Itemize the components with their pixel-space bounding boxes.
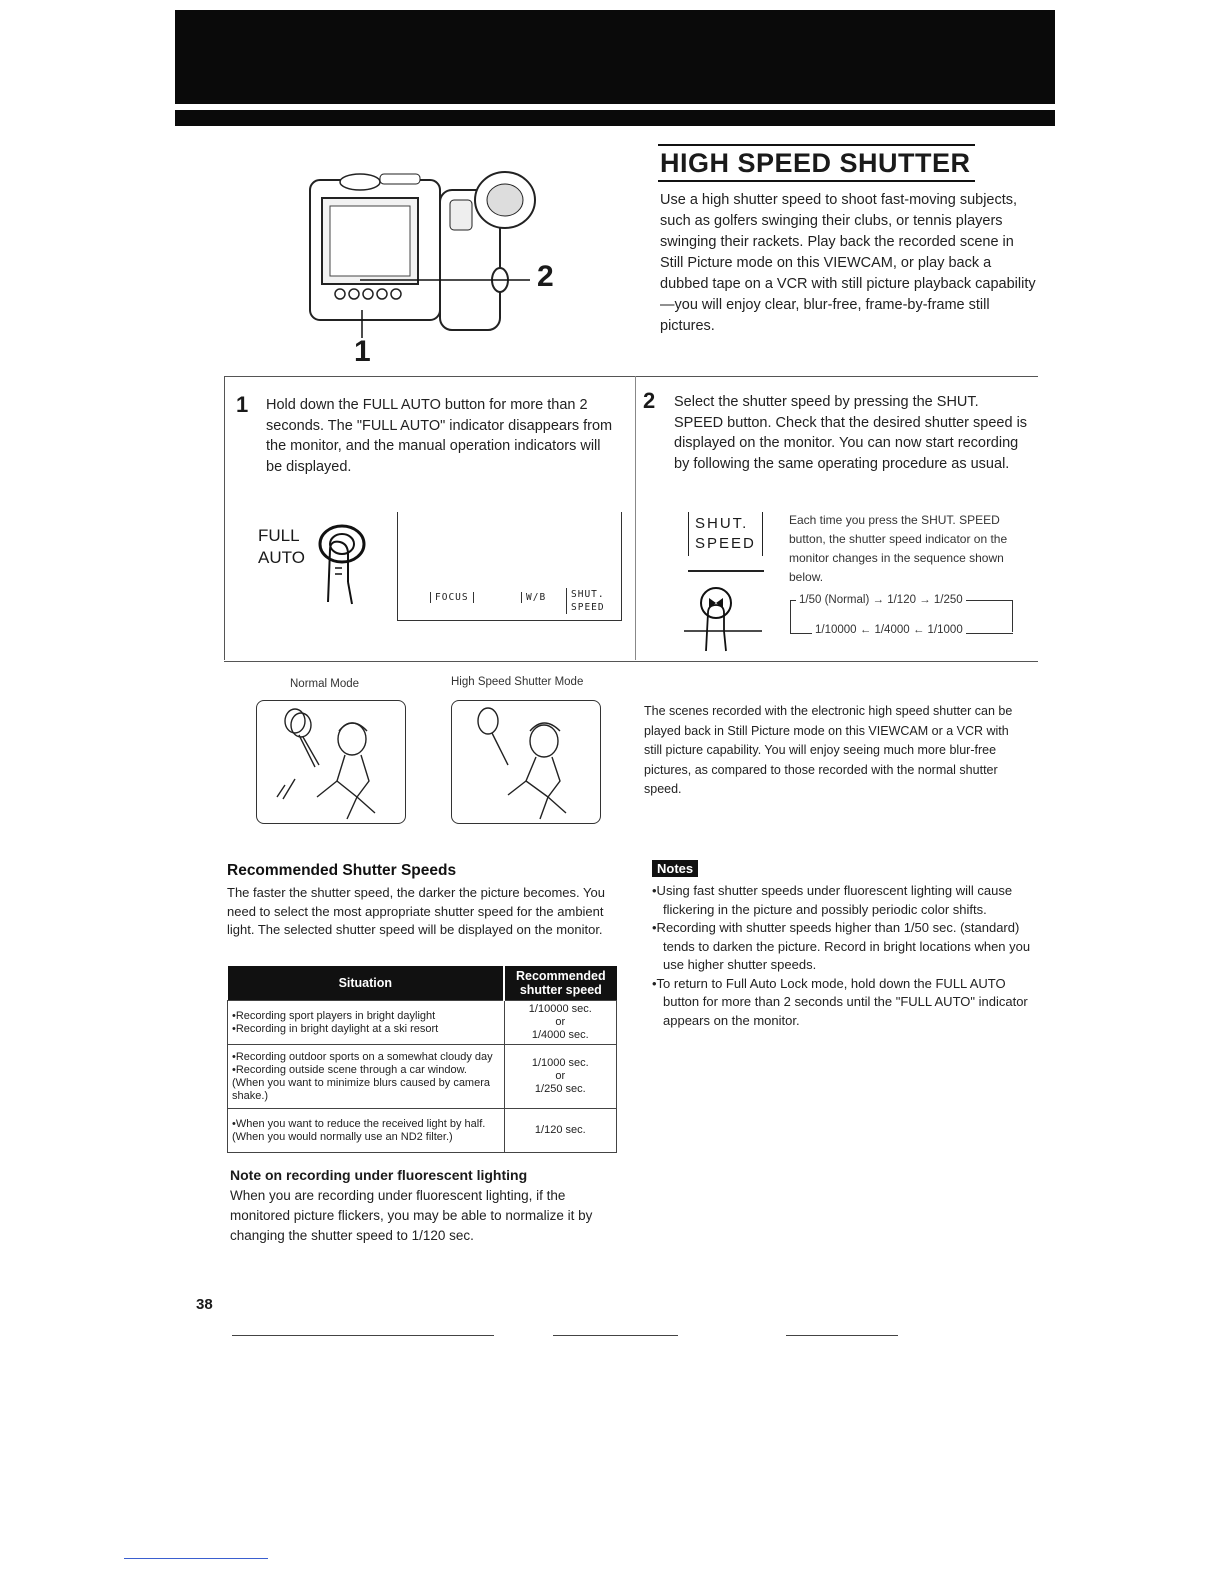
wb-indicator: W/B [521, 592, 550, 603]
blurred-tennis-player-icon [257, 701, 405, 823]
shut-speed-press-icon [676, 585, 766, 655]
situation-cell [228, 1045, 505, 1109]
col-speed [504, 966, 616, 1001]
note-item: •To return to Full Auto Lock mode, hold down the FULL AUTO button for more than 2 seconds until the "FULL AUTO" indicator appears on the monitor. [652, 975, 1028, 1028]
situation-line: •Recording outside scene through a car window. (When you want to minimize blurs caused by camera shake.) [232, 1063, 490, 1102]
speed-cell [504, 1045, 616, 1109]
shutter-speed-table [227, 966, 617, 1153]
header-rule [175, 110, 1055, 126]
shut-speed-indicator [566, 588, 609, 614]
speed-step-2: 1/120 [887, 594, 916, 606]
normal-mode-picture [256, 700, 406, 824]
sharp-tennis-player-icon [452, 701, 600, 823]
bottom-rule [786, 1335, 898, 1336]
shut-indicator-line2: SPEED [571, 602, 605, 613]
speed-step-3: 1/250 [933, 594, 963, 606]
intro-paragraph: Use a high shutter speed to shoot fast-moving subjects, such as golfers swinging their clubs, or tennis players swinging their rackets. Play back the recorded scene in Still Picture mode on this VIEWCAM, or play back a dubbed tape on a VCR with still picture playback capability—you will enjoy clear, blur-free, frame-by-frame still pictures. [660, 192, 1036, 334]
label-underline [688, 570, 764, 572]
sequence-bottom-row: 1/10000 ← 1/4000 ← 1/1000 [812, 624, 966, 636]
table-row [228, 1001, 617, 1045]
shut-indicator-line1: SHUT. [571, 589, 605, 600]
situation-cell [228, 1001, 505, 1045]
table-row [228, 1045, 617, 1109]
situation-cell [228, 1109, 505, 1153]
recommended-heading: Recommended Shutter Speeds [227, 862, 457, 879]
footer-rule [124, 1558, 268, 1559]
note-item: •Using fast shutter speeds under fluorescent lighting will cause flickering in the picture and possibly periodic color shifts. [652, 883, 1013, 917]
sequence-loop-right [1012, 600, 1013, 632]
situation-line: •Recording sport players in bright daylight [232, 1009, 436, 1022]
notes-list [652, 882, 1037, 1030]
header-bar [175, 10, 1055, 104]
normal-mode-caption: Normal Mode [290, 678, 360, 690]
notes-badge: Notes [652, 860, 698, 877]
shut-speed-button-label [688, 512, 763, 556]
finger-press-icon [302, 520, 372, 610]
speed-value: 1/4000 sec. [531, 1029, 589, 1041]
full-auto-label-line1: FULL [258, 526, 300, 545]
note-item: •Recording with shutter speeds higher than 1/50 sec. (standard) tends to darken the picture. Record in bright locations when you use higher shutter speeds. [652, 920, 1031, 972]
speed-value: 1/1000 sec. [531, 1057, 589, 1069]
or-label: or [555, 1070, 566, 1082]
page-number: 38 [196, 1296, 213, 1313]
callout-2: 2 [537, 260, 554, 293]
focus-indicator: FOCUS [430, 592, 474, 603]
situation-line: •Recording outdoor sports on a somewhat cloudy day [232, 1050, 493, 1063]
full-auto-label-line2: AUTO [258, 548, 305, 567]
situation-line: •When you want to reduce the received light by half. (When you would normally use an ND2 filter.) [232, 1117, 486, 1143]
table-row [228, 1109, 617, 1153]
speed-step-6: 1/10000 [815, 624, 857, 636]
high-speed-mode-picture [451, 700, 601, 824]
step2-text: Select the shutter speed by pressing the SHUT. SPEED button. Check that the desired shutter speed is displayed on the monitor. You can now start recording by following the same operating procedure as usual. [674, 394, 1028, 472]
high-speed-mode-caption: High Speed Shutter Mode [451, 676, 584, 688]
scenes-paragraph: The scenes recorded with the electronic high speed shutter can be played back in Still Picture mode on this VIEWCAM or a VCR with still picture capability. You will enjoy seeing much more blur-free pictures, as compared to those recorded with the normal shutter speed. [644, 704, 1013, 796]
situation-line: •Recording in bright daylight at a ski resort [232, 1022, 439, 1035]
fluorescent-text: When you are recording under fluorescent lighting, if the monitored picture flickers, you may be able to normalize it by changing the shutter speed to 1/120 sec. [230, 1188, 593, 1243]
callout-1: 1 [354, 335, 371, 368]
page-title: HIGH SPEED SHUTTER [658, 144, 975, 182]
bottom-rule [553, 1335, 678, 1336]
col-speed-line2: shutter speed [519, 983, 602, 997]
fluorescent-heading: Note on recording under fluorescent lighting [230, 1167, 528, 1183]
or-label: or [555, 1016, 566, 1028]
speed-value: 1/10000 sec. [528, 1003, 592, 1015]
shut-label-line1: SHUT. [695, 515, 749, 532]
shut-label-line2: SPEED [695, 535, 756, 552]
speed-step-4: 1/1000 [927, 624, 963, 636]
step1-number: 1 [236, 392, 249, 417]
recommended-text: The faster the shutter speed, the darker the picture becomes. You need to select the most appropriate shutter speed for the ambient light. The selected shutter speed will be displayed on the monitor. [227, 885, 605, 937]
camera-illustration [300, 160, 540, 340]
speed-cell [504, 1109, 616, 1153]
speed-step-1: 1/50 (Normal) [799, 594, 870, 606]
speed-value: 1/120 sec. [534, 1124, 586, 1136]
speed-cell [504, 1001, 616, 1045]
sequence-top-row: 1/50 (Normal) → 1/120 → 1/250 [796, 594, 966, 606]
bottom-rule [232, 1335, 494, 1336]
col-situation: Situation [228, 966, 505, 1001]
speed-value: 1/250 sec. [534, 1083, 586, 1095]
step2-note: Each time you press the SHUT. SPEED button, the shutter speed indicator on the monitor changes in the sequence shown below. [789, 513, 1008, 584]
table-header-row [228, 966, 617, 1001]
col-speed-line1: Recommended [515, 969, 606, 983]
step1-text: Hold down the FULL AUTO button for more than 2 seconds. The "FULL AUTO" indicator disappears from the monitor, and the manual operation indicators will be displayed. [266, 397, 613, 475]
step2-number: 2 [643, 388, 656, 413]
speed-step-5: 1/4000 [874, 624, 910, 636]
full-auto-label [258, 525, 305, 569]
